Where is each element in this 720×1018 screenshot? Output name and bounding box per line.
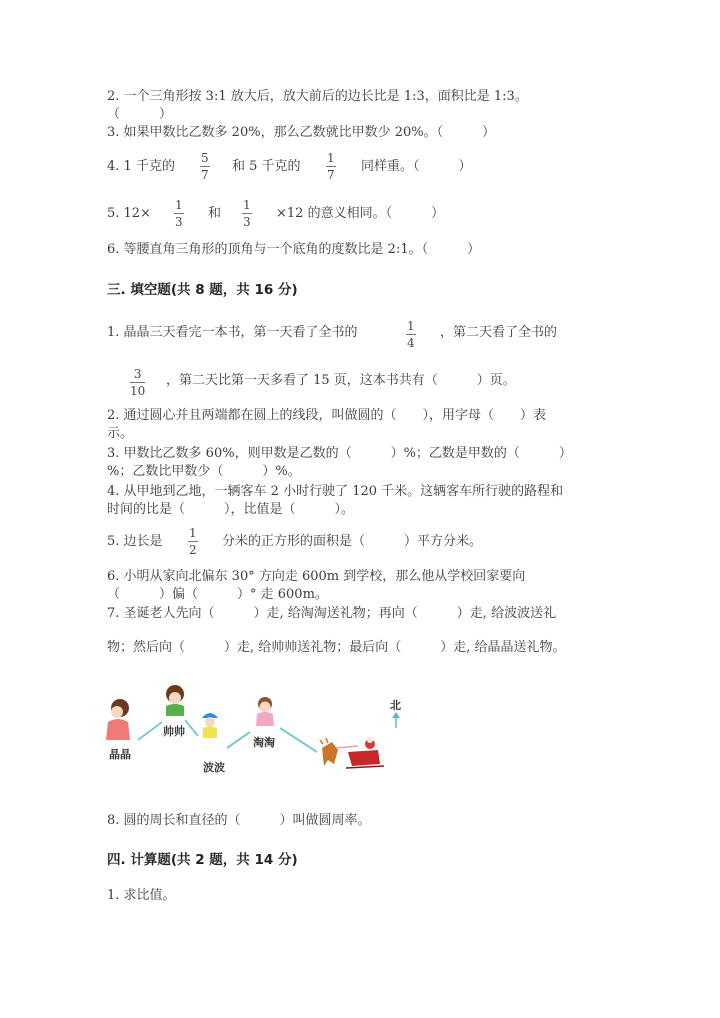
fraction-5-7: 5 7 — [201, 151, 209, 182]
q4-middle: 和 5 千克的 — [232, 159, 301, 174]
bobo-figure-icon — [202, 713, 218, 738]
fill-q4-line2: 时间的比是（ ），比值是（ ）。 — [107, 502, 355, 517]
fill-q2-line2: 示。 — [107, 426, 134, 441]
fraction-1-3-a: 1 3 — [175, 198, 183, 229]
judgement-q3: 3. 如果甲数比乙数多 20%，那么乙数就比甲数少 20%。（ ） — [107, 125, 496, 140]
fraction-3-10: 3 10 — [130, 367, 146, 398]
shuaishuai-figure-icon — [166, 685, 184, 716]
fill-q2-line1: 2. 通过圆心并且两端都在圆上的线段，叫做圆的（ ），用字母（ ）表 — [107, 408, 547, 423]
fill-q3-line1: 3. 甲数比乙数多 60%，则甲数是乙数的（ ）%；乙数是甲数的（ ） — [107, 446, 572, 461]
q5-middle: 和 — [208, 206, 222, 221]
section-heading-fill-in: 三. 填空题(共 8 题，共 16 分) — [107, 282, 298, 298]
fill-q1-prefix: 1. 晶晶三天看完一本书，第一天看了全书的 — [107, 325, 358, 340]
fill-q5-prefix: 5. 边长是 — [107, 534, 163, 549]
label-taotao: 淘淘 — [253, 736, 275, 749]
santa-sleigh-icon — [320, 737, 384, 768]
judgement-q2-answer-blank: （ ） — [107, 107, 173, 122]
jingjing-figure-icon — [106, 699, 130, 740]
fraction-1-2: 1 2 — [189, 526, 197, 557]
q4-prefix: 4. 1 千克的 — [107, 159, 175, 174]
fill-q8: 8. 圆的周长和直径的（ ）叫做圆周率。 — [107, 813, 371, 828]
label-shuaishuai: 帅帅 — [163, 725, 185, 738]
fill-q6-line1: 6. 小明从家向北偏东 30° 方向走 600m 到学校，那么他从学校回家要向 — [107, 569, 526, 584]
fill-q1-suffix: ，第二天比第一天多看了 15 页，这本书共有（ ）页。 — [166, 373, 516, 388]
route-path-lines — [100, 680, 420, 780]
santa-route-illustration — [100, 680, 420, 780]
fill-q3-line2: %；乙数比甲数少（ ）%。 — [107, 464, 301, 479]
north-arrow-icon — [392, 712, 400, 728]
label-jingjing: 晶晶 — [109, 748, 131, 761]
label-bobo: 波波 — [203, 761, 225, 774]
q4-suffix: 同样重。（ ） — [361, 159, 472, 174]
label-north: 北 — [390, 699, 401, 712]
judgement-q6: 6. 等腰直角三角形的顶角与一个底角的度数比是 2:1。（ ） — [107, 242, 481, 257]
section-heading-calculation: 四. 计算题(共 2 题，共 14 分) — [107, 852, 298, 868]
fill-q5-suffix: 分米的正方形的面积是（ ）平方分米。 — [222, 534, 483, 549]
fraction-1-3-b: 1 3 — [243, 198, 251, 229]
q5-prefix: 5. 12× — [107, 206, 151, 221]
fraction-1-7: 1 7 — [327, 151, 335, 182]
taotao-figure-icon — [256, 697, 274, 726]
judgement-q2-line1: 2. 一个三角形按 3:1 放大后，放大前后的边长比是 1:3，面积比是 1:3。 — [107, 89, 528, 104]
fill-q6-line2: （ ）偏（ ）° 走 600m。 — [107, 587, 328, 602]
fill-q7-line1: 7. 圣诞老人先向（ ）走, 给淘淘送礼物；再向（ ）走, 给波波送礼 — [107, 606, 557, 621]
fill-q1-middle: ，第二天看了全书的 — [440, 325, 558, 340]
fill-q7-line2: 物；然后向（ ）走, 给帅帅送礼物；最后向（ ）走, 给晶晶送礼物。 — [107, 640, 566, 655]
fill-q4-line1: 4. 从甲地到乙地，一辆客车 2 小时行驶了 120 千米。这辆客车所行驶的路程和 — [107, 484, 564, 499]
q5-suffix: ×12 的意义相同。（ ） — [276, 206, 445, 221]
fraction-1-4: 1 4 — [407, 319, 415, 350]
calc-q1: 1. 求比值。 — [107, 888, 176, 903]
